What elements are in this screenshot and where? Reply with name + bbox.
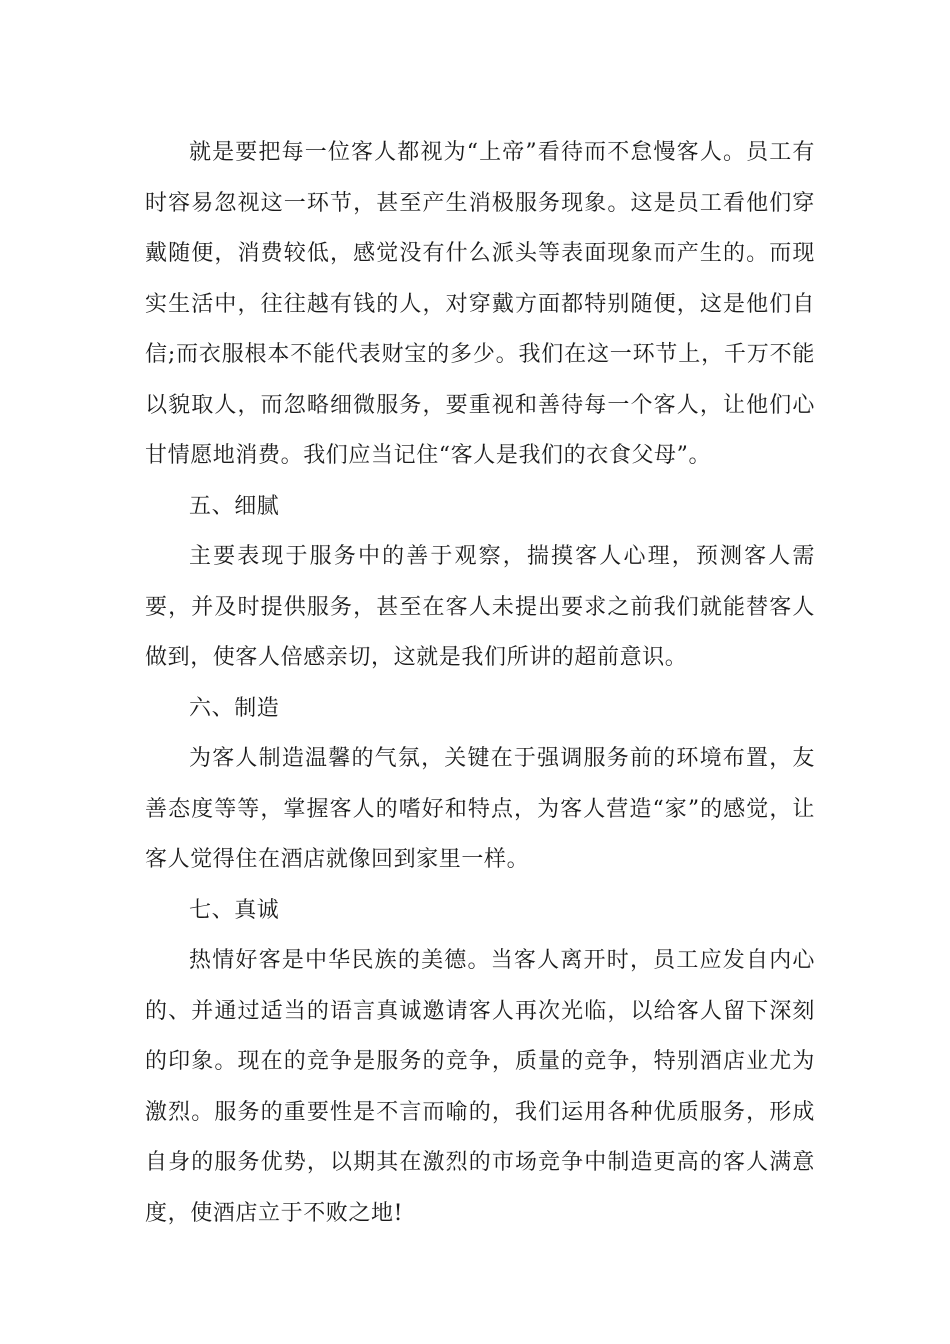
- paragraph-sincerity: 热情好客是中华民族的美德。当客人离开时，员工应发自内心的、并通过适当的语言真诚邀请客人再次光临，以给客人留下深刻的印象。现在的竞争是服务的竞争，质量的竞争，特别酒店业尤为激烈。服务的重要性是不言而喻的，我们运用各种优质服务，形成自身的服务优势，以期其在激烈的市场竞争中制造更高的客人满意度，使酒店立于不败之地!: [145, 948, 815, 1226]
- paragraph-detail: 主要表现于服务中的善于观察，揣摸客人心理，预测客人需要，并及时提供服务，甚至在客人未提出要求之前我们就能替客人做到，使客人倍感亲切，这就是我们所讲的超前意识。: [145, 544, 815, 670]
- paragraph-create: 为客人制造温馨的气氛，关键在于强调服务前的环境布置，友善态度等等，掌握客人的嗜好和特点，为客人营造“家”的感觉，让客人觉得住在酒店就像回到家里一样。: [145, 746, 815, 872]
- paragraph-service-equality: 就是要把每一位客人都视为“上帝”看待而不怠慢客人。员工有时容易忽视这一环节，甚至产生消极服务现象。这是员工看他们穿戴随便，消费较低，感觉没有什么派头等表面现象而产生的。而现实生活中，往往越有钱的人，对穿戴方面都特别随便，这是他们自信;而衣服根本不能代表财宝的多少。我们在这一环节上，千万不能以貌取人，而忽略细微服务，要重视和善待每一个客人，让他们心甘情愿地消费。我们应当记住“客人是我们的衣食父母”。: [145, 140, 815, 468]
- section-heading-create: 六、制造: [189, 695, 280, 721]
- section-heading-sincerity: 七、真诚: [189, 897, 280, 923]
- document-body: [145, 128, 815, 1239]
- section-heading-detail: 五、细腻: [189, 493, 280, 519]
